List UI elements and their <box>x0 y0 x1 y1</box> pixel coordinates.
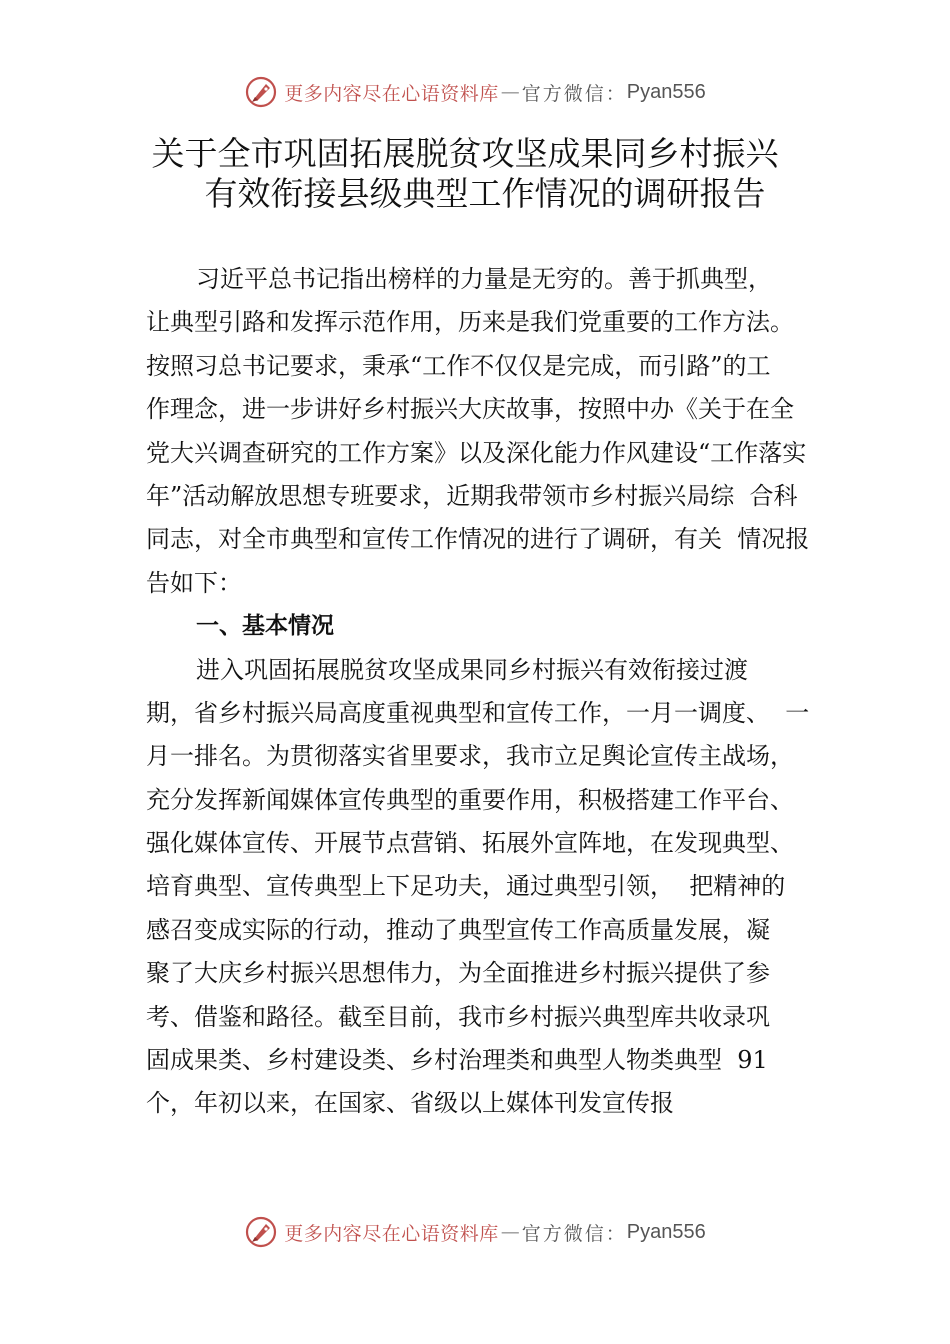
watermark-id: Pyan556 <box>626 80 706 103</box>
document-body <box>146 258 836 1126</box>
body-line: 考、借鉴和路径。截至目前，我市乡村振兴典型库共收录巩 <box>146 1002 770 1031</box>
header-watermark <box>0 72 950 112</box>
watermark-separator: — <box>500 1221 520 1243</box>
body-line: 月一排名。为贯彻落实省里要求，我市立足舆论宣传主战场， <box>146 742 794 771</box>
watermark-text: 更多内容尽在心语资料库 <box>284 82 499 105</box>
watermark-id: Pyan556 <box>626 1220 706 1243</box>
body-line: 感召变成实际的行动，推动了典型宣传工作高质量发展，凝 <box>146 915 770 944</box>
pen-nib-logo-icon <box>244 75 278 109</box>
footer-watermark <box>0 1212 950 1252</box>
watermark-separator: — <box>500 81 520 103</box>
body-line: 按照习总书记要求，秉承“工作不仅仅是完成，而引路”的工 <box>146 351 771 380</box>
body-line: 告如下： <box>146 568 242 597</box>
watermark-label: 官方微信： <box>521 82 627 105</box>
document-title-line-1: 关于全市巩固拓展脱贫攻坚成果同乡村振兴 <box>151 134 779 173</box>
watermark-text: 更多内容尽在心语资料库 <box>284 1222 499 1245</box>
body-line: 同志，对全市典型和宣传工作情况的进行了调研，有关 情况报 <box>146 525 810 554</box>
body-line: 进入巩固拓展脱贫攻坚成果同乡村振兴有效衔接过渡 <box>196 655 748 684</box>
body-line: 固成果类、乡村建设类、乡村治理类和典型人物类典型 91 <box>146 1046 768 1075</box>
body-line: 习近平总书记指出榜样的力量是无穷的。善于抓典型， <box>196 265 772 293</box>
body-line: 强化媒体宣传、开展节点营销、拓展外宣阵地，在发现典型、 <box>146 829 794 858</box>
body-line: 培育典型、宣传典型上下足功夫，通过典型引领， 把精神的 <box>146 872 786 901</box>
body-line: 作理念，进一步讲好乡村振兴大庆故事，按照中办《关于在全 <box>146 395 794 424</box>
body-line: 聚了大庆乡村振兴思想伟力，为全面推进乡村振兴提供了参 <box>146 959 770 988</box>
body-line: 让典型引路和发挥示范作用，历来是我们党重要的工作方法。 <box>146 308 794 337</box>
body-line: 充分发挥新闻媒体宣传典型的重要作用，积极搭建工作平台、 <box>146 785 794 814</box>
body-line: 期，省乡村振兴局高度重视典型和宣传工作，一月一调度、 一 <box>146 698 810 727</box>
pen-nib-logo-icon <box>244 1215 278 1249</box>
document-title-line-2: 有效衔接县级典型工作情况的调研报告 <box>204 174 766 213</box>
body-line: 个，年初以来，在国家、省级以上媒体刊发宣传报 <box>146 1089 674 1118</box>
watermark-label: 官方微信： <box>521 1222 627 1245</box>
body-line: 党大兴调查研究的工作方案》以及深化能力作风建设“工作落实 <box>146 438 807 467</box>
body-line: 年”活动解放思想专班要求，近期我带领市乡村振兴局综 合科 <box>146 481 798 510</box>
section-heading: 一、基本情况 <box>196 613 334 640</box>
